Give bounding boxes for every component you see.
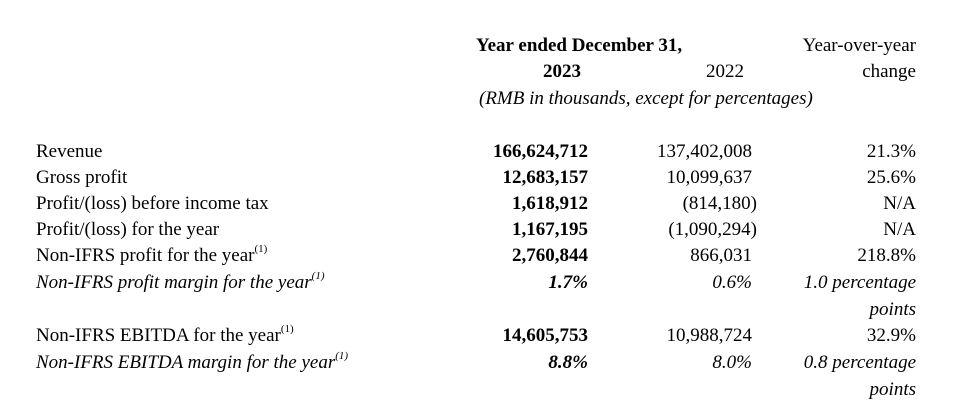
non-ifrs-profit-margin-2023: 1.7% [548,272,588,293]
non-ifrs-profit-margin-yoy-line1: 1.0 percentage [803,272,916,293]
gross-profit-2023: 12,683,157 [502,167,588,188]
footnote-marker: (1) [335,349,349,362]
row-label-profit-before-tax: Profit/(loss) before income tax [36,193,269,214]
non-ifrs-ebitda-margin-2022: 8.0% [712,352,752,373]
non-ifrs-profit-margin-yoy-line2: points [869,299,916,320]
gross-profit-yoy: 25.6% [866,167,916,188]
non-ifrs-profit-2023: 2,760,844 [512,245,588,266]
yoy-header-line1: Year-over-year [802,35,916,56]
row-label-revenue: Revenue [36,141,103,162]
non-ifrs-ebitda-label-text: Non-IFRS EBITDA for the year [36,325,281,346]
row-label-non-ifrs-ebitda [36,323,294,349]
profit-before-tax-2023: 1,618,912 [512,193,588,214]
profit-for-year-yoy: N/A [883,219,916,240]
profit-before-tax-yoy: N/A [883,193,916,214]
revenue-2022: 137,402,008 [657,141,752,162]
non-ifrs-ebitda-margin-yoy-line2: points [869,379,916,400]
non-ifrs-ebitda-2022: 10,988,724 [666,325,752,346]
non-ifrs-profit-margin-2022: 0.6% [712,272,752,293]
year-2023-header: 2023 [543,61,581,82]
revenue-2023: 166,624,712 [493,141,588,162]
non-ifrs-ebitda-2023: 14,605,753 [502,325,588,346]
profit-for-year-2022: (1,090,294) [668,219,757,240]
footnote-marker: (1) [254,242,268,255]
yoy-header-line2: change [862,61,916,82]
non-ifrs-ebitda-margin-label-text: Non-IFRS EBITDA margin for the year [36,352,336,373]
row-label-gross-profit: Gross profit [36,167,128,188]
period-header: Year ended December 31, [476,35,683,56]
non-ifrs-profit-label-text: Non-IFRS profit for the year [36,245,255,266]
footnote-marker: (1) [280,322,294,335]
row-label-non-ifrs-ebitda-margin [36,350,348,376]
non-ifrs-ebitda-margin-2023: 8.8% [548,352,588,373]
non-ifrs-ebitda-margin-yoy-line1: 0.8 percentage [803,352,916,373]
footnote-marker: (1) [311,269,325,282]
gross-profit-2022: 10,099,637 [666,167,752,188]
row-label-non-ifrs-profit [36,243,267,269]
revenue-yoy: 21.3% [866,141,916,162]
non-ifrs-profit-margin-label-text: Non-IFRS profit margin for the year [36,272,312,293]
non-ifrs-ebitda-yoy: 32.9% [866,325,916,346]
units-note: (RMB in thousands, except for percentages) [479,88,813,109]
profit-before-tax-2022: (814,180) [682,193,757,214]
year-2022-header: 2022 [706,61,744,82]
row-label-profit-for-year: Profit/(loss) for the year [36,219,220,240]
row-label-non-ifrs-profit-margin [36,270,324,296]
profit-for-year-2023: 1,167,195 [512,219,588,240]
non-ifrs-profit-yoy: 218.8% [857,245,916,266]
non-ifrs-profit-2022: 866,031 [690,245,752,266]
